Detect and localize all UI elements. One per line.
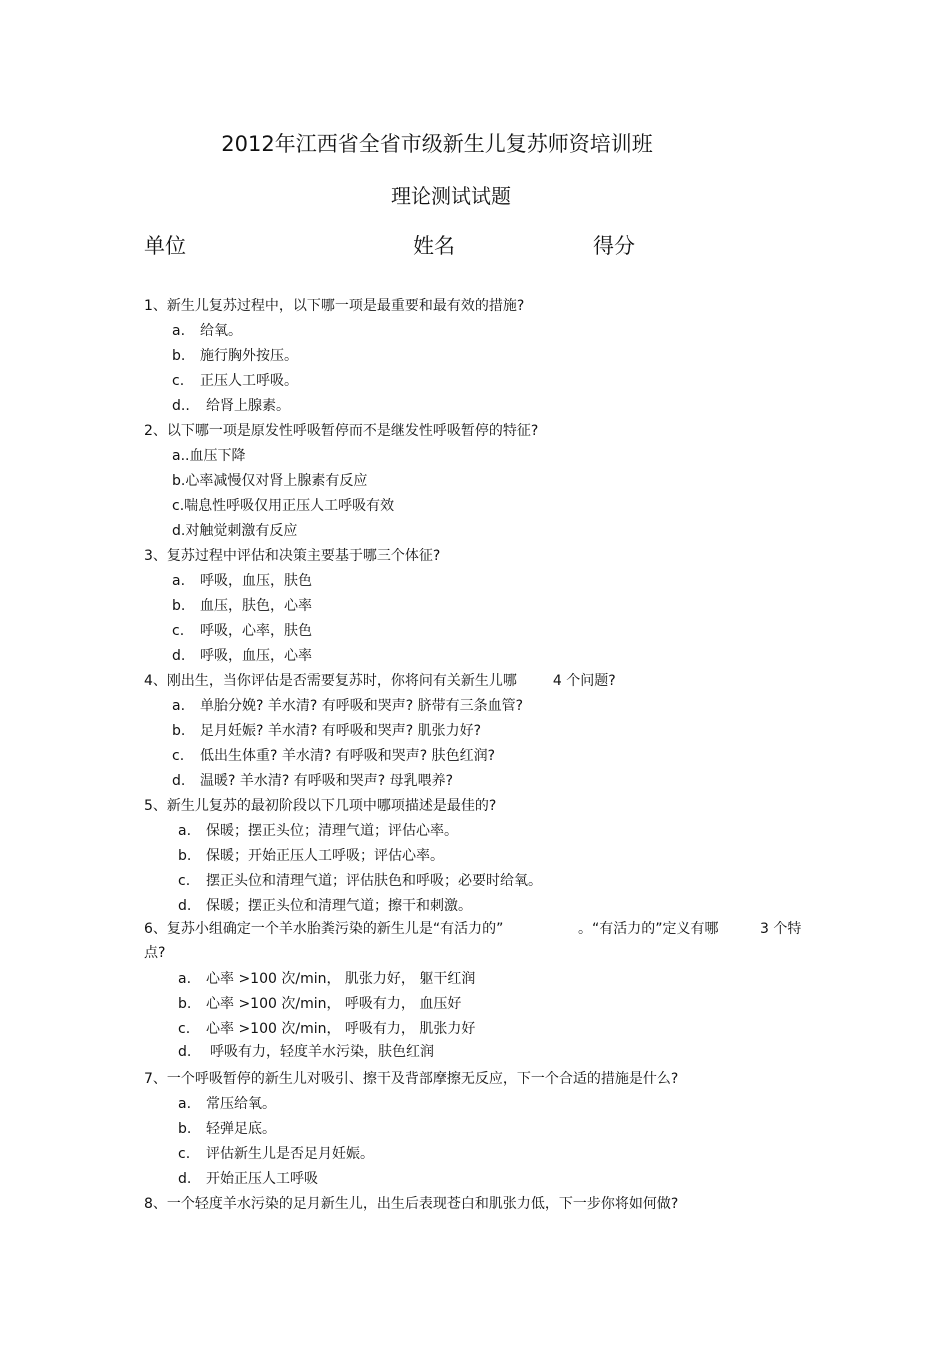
exam-subtitle: 理论测试试题	[391, 184, 511, 208]
question-7-option-c: c. 评估新生儿是否足月妊娠。	[178, 1146, 374, 1162]
question-2-option-b: b.心率减慢仅对肾上腺素有反应	[172, 473, 368, 489]
question-3-stem: 3、复苏过程中评估和决策主要基于哪三个体征?	[144, 548, 441, 564]
exam-title: 2012年江西省全省市级新生儿复苏师资培训班	[221, 132, 653, 156]
question-2-option-c: c.喘息性呼吸仅用正压人工呼吸有效	[172, 498, 395, 514]
question-7-option-b: b. 轻弹足底。	[178, 1121, 276, 1137]
question-4-option-d: d. 温暖? 羊水清? 有呼吸和哭声? 母乳喂养?	[172, 773, 454, 789]
question-1-option-d: d.. 给肾上腺素。	[172, 398, 290, 414]
question-8-stem: 8、一个轻度羊水污染的足月新生儿，出生后表现苍白和肌张力低，下一步你将如何做?	[144, 1196, 679, 1212]
question-4-option-b: b. 足月妊娠? 羊水清? 有呼吸和哭声? 肌张力好?	[172, 723, 482, 739]
question-2-option-a: a..血压下降	[172, 448, 246, 464]
name-label: 姓名	[413, 234, 455, 258]
question-1-stem: 1、新生儿复苏过程中，以下哪一项是最重要和最有效的措施?	[144, 298, 525, 314]
question-7-stem: 7、一个呼吸暂停的新生儿对吸引、擦干及背部摩擦无反应，下一个合适的措施是什么?	[144, 1071, 679, 1087]
question-3-option-c: c. 呼吸，心率，肤色	[172, 623, 312, 639]
question-6-option-a: a. 心率 >100 次/min， 肌张力好， 躯干红润	[178, 971, 476, 987]
question-3-option-b: b. 血压，肤色，心率	[172, 598, 312, 614]
question-3-option-a: a. 呼吸，血压，肤色	[172, 573, 312, 589]
question-2-stem: 2、以下哪一项是原发性呼吸暂停而不是继发性呼吸暂停的特征?	[144, 423, 539, 439]
question-7-option-a: a. 常压给氧。	[178, 1096, 276, 1112]
question-4-option-a: a. 单胎分娩? 羊水清? 有呼吸和哭声? 脐带有三条血管?	[172, 698, 524, 714]
question-3-option-d: d. 呼吸，血压，心率	[172, 648, 312, 664]
question-1-option-c: c. 正压人工呼吸。	[172, 373, 298, 389]
question-5-option-d: d. 保暖；摆正头位和清理气道；擦干和刺激。	[178, 898, 472, 914]
question-4-stem: 4、刚出生，当你评估是否需要复苏时，你将问有关新生儿哪 4 个问题?	[144, 673, 616, 689]
score-label: 得分	[593, 234, 635, 258]
question-6-stem: 6、复苏小组确定一个羊水胎粪污染的新生儿是“有活力的”	[144, 921, 504, 937]
question-2-option-d: d.对触觉刺激有反应	[172, 523, 298, 539]
question-5-option-b: b. 保暖；开始正压人工呼吸；评估心率。	[178, 848, 444, 864]
question-6-stem-cont: 。“有活力的”定义有哪	[578, 921, 719, 937]
question-4-option-c: c. 低出生体重? 羊水清? 有呼吸和哭声? 肤色红润?	[172, 748, 496, 764]
unit-label: 单位	[144, 234, 186, 258]
question-6-option-c: c. 心率 >100 次/min， 呼吸有力， 肌张力好	[178, 1021, 476, 1037]
question-6-stem-wrap: 点?	[144, 945, 166, 961]
question-5-option-a: a. 保暖；摆正头位；清理气道；评估心率。	[178, 823, 458, 839]
question-1-option-b: b. 施行胸外按压。	[172, 348, 298, 364]
question-6-option-d: d. 呼吸有力，轻度羊水污染，肤色红润	[178, 1044, 434, 1060]
question-6-stem-tail: 3 个特	[760, 921, 802, 937]
question-6-option-b: b. 心率 >100 次/min， 呼吸有力， 血压好	[178, 996, 462, 1012]
question-1-option-a: a. 给氧。	[172, 323, 242, 339]
question-5-option-c: c. 摆正头位和清理气道；评估肤色和呼吸；必要时给氧。	[178, 873, 542, 889]
question-5-stem: 5、新生儿复苏的最初阶段以下几项中哪项描述是最佳的?	[144, 798, 497, 814]
question-7-option-d: d. 开始正压人工呼吸	[178, 1171, 318, 1187]
